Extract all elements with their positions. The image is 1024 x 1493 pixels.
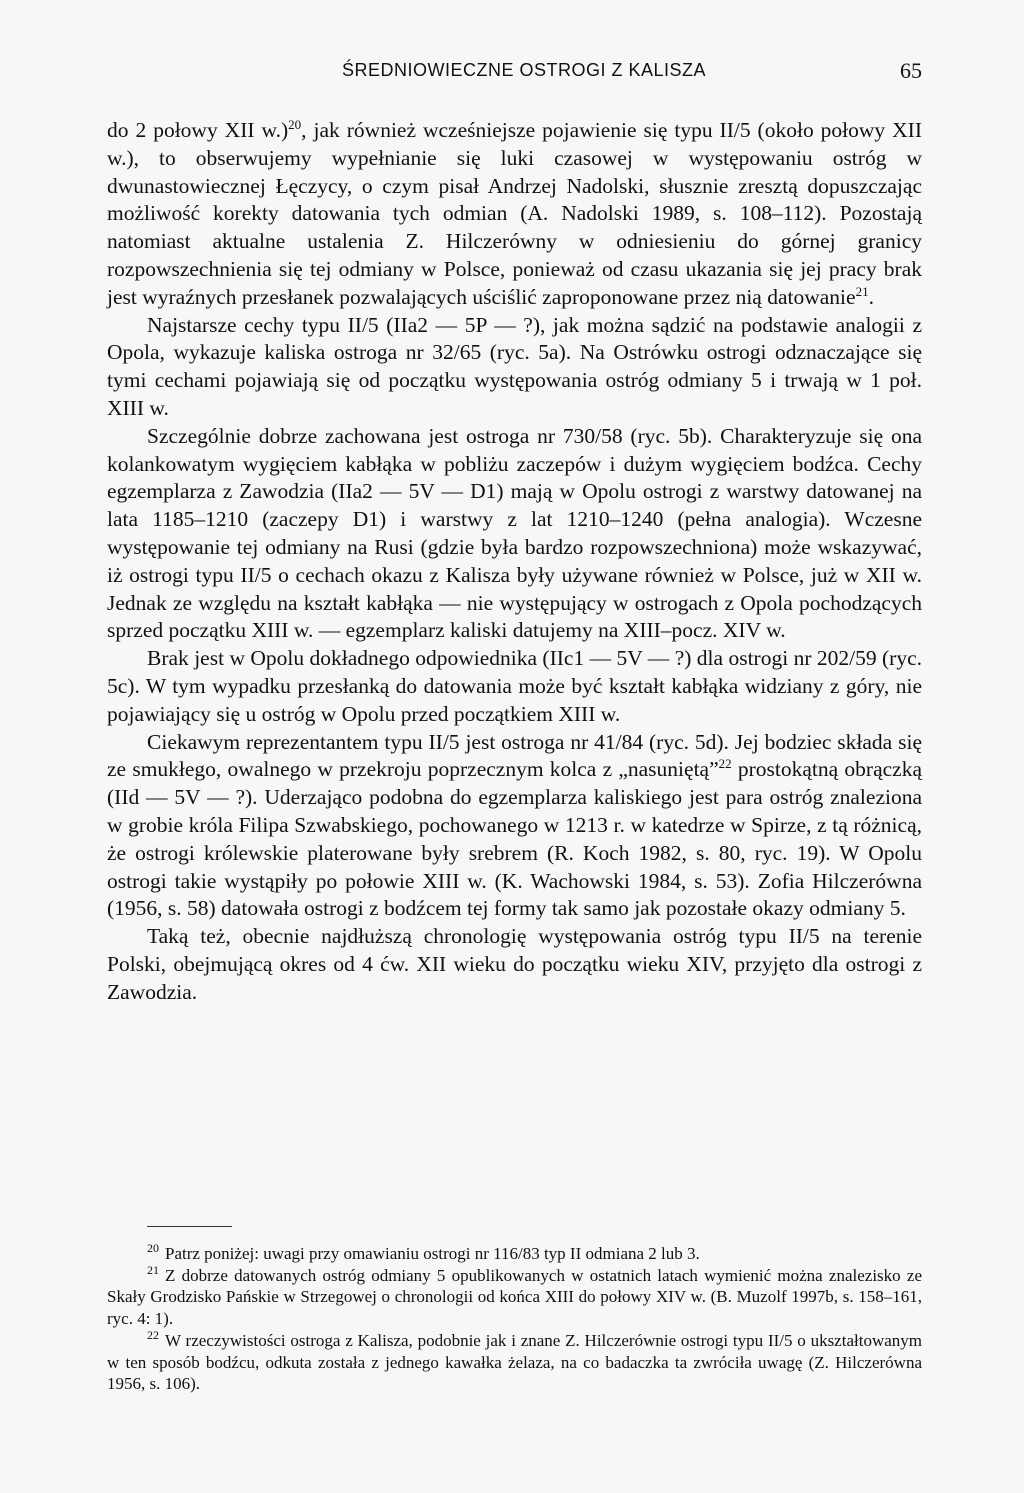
footnote-number: 21 xyxy=(147,1262,159,1277)
page-number: 65 xyxy=(900,58,922,83)
footnote-text: W rzeczywistości ostroga z Kalisza, podobnie jak i znane Z. Hilczerównie ostrogi typu II/5 o ukształtowanym w ten sposób bodźcu, odkuta została z jednego kawałka żelaza, na co badaczka ta zwróciła uwagę (Z. Hilczerówna 1956, s. 106). xyxy=(107,1330,922,1394)
footnote-number: 22 xyxy=(147,1327,159,1342)
paragraph-3: Szczególnie dobrze zachowana jest ostroga nr 730/58 (ryc. 5b). Charakteryzuje się ona kolankowatym wygięciem kabłąka w pobliżu zaczepów i dużym wygięciem bodźca. Cechy egzemplarza z Zawodzia (IIa2 — 5V — D1) mają w Opolu ostrogi z warstwy datowanej na lata 1185–1210 (zaczepy D1) i warstwy z lat 1210–1240 (pełna analogia). Wczesne występowanie tej odmiany na Rusi (gdzie była bardzo rozpowszechniona) może wskazywać, iż ostrogi typu II/5 o cechach okazu z Kalisza były używane również w Polsce, już w XII w. Jednak ze względu na kształt kabłąka — nie występujący w ostrogach z Opola pochodzących sprzed początku XIII w. — egzemplarz kaliski datujemy na XIII–pocz. XIV w. xyxy=(107,423,922,643)
footnote-ref-22: 22 xyxy=(718,756,732,772)
footnote-21 xyxy=(107,1262,922,1330)
paragraph-5-text-b: prostokątną obrączką (IId — 5V — ?). Uderzająco podobna do egzemplarza kaliskiego jest para ostróg znaleziona w grobie króla Filipa Szwabskiego, pochowanego w 1213 r. w katedrze w Spirze, z tą różnicą, że ostrogi królewskie platerowane były srebrem (R. Koch 1982, s. 80, ryc. 19). W Opolu ostrogi takie wystąpiły po połowie XIII w. (K. Wachowski 1984, s. 53). Zofia Hilczerówna (1956, s. 58) datowała ostrogi z bodźcem tej formy tak samo jak pozostałe okazy odmiany 5. xyxy=(107,757,923,921)
paragraph-5-text-a: Ciekawym reprezentantem typu II/5 jest ostroga nr 41/84 (ryc. 5d). Jej bodziec składa się ze smukłego, owalnego w przekroju poprzecznym kolca z „nasuniętą” xyxy=(107,729,922,782)
footnote-separator xyxy=(147,1226,232,1227)
paragraph-1-text-b: , jak również wcześniejsze pojawienie się typu II/5 (około połowy XII w.), to obserwujemy wypełnianie się luki czasowej w występowaniu ostróg w dwunastowiecznej Łęczycy, o czym pisał Andrzej Nadolski, słusznie zresztą dopuszczając możliwość korekty datowania tych odmian (A. Nadolski 1989, s. 108–112). Pozostają natomiast aktualne ustalenia Z. Hilczerówny w odniesieniu do górnej granicy rozpowszechnienia się tej odmiany w Polsce, ponieważ od czasu ukazania się jej pracy brak jest wyraźnych przesłanek pozwalających uściślić zaproponowane przez nią datowanie xyxy=(107,118,922,309)
footnotes xyxy=(107,1243,922,1395)
footnote-text: Patrz poniżej: uwagi przy omawianiu ostrogi nr 116/83 typ II odmiana 2 lub 3. xyxy=(165,1244,700,1263)
running-title: ŚREDNIOWIECZNE OSTROGI Z KALISZA xyxy=(342,60,707,80)
footnote-number: 20 xyxy=(147,1241,159,1255)
paragraph-4: Brak jest w Opolu dokładnego odpowiednika (IIc1 — 5V — ?) dla ostrogi nr 202/59 (ryc. 5c). W tym wypadku przesłanką do datowania może być kształt kabłąka widziany z góry, nie pojawiający się u ostróg w Opolu przed początkiem XIII w. xyxy=(107,646,922,726)
footnote-22 xyxy=(107,1327,922,1395)
footnote-20 xyxy=(107,1243,922,1265)
paragraph-5 xyxy=(107,729,922,924)
footnote-ref-20: 20 xyxy=(288,117,302,132)
main-text xyxy=(107,117,922,1007)
footnote-ref-21: 21 xyxy=(855,283,869,299)
paragraph-1-text-c: . xyxy=(868,284,874,309)
page-header xyxy=(107,60,922,90)
footnote-text: Z dobrze datowanych ostróg odmiany 5 opublikowanych w ostatnich latach wymienić można znalezisko ze Skały Grodzisko Pańskie w Strzegowej o chronologii od końca XIII do połowy XIV w. (B. Muzolf 1997b, s. 158–161, ryc. 4: 1). xyxy=(107,1265,922,1329)
paragraph-1 xyxy=(107,117,922,312)
paragraph-6: Taką też, obecnie najdłuższą chronologię występowania ostróg typu II/5 na terenie Polski, obejmującą okres od 4 ćw. XII wieku do początku wieku XIV, przyjęto dla ostrogi z Zawodzia. xyxy=(107,924,922,1004)
paragraph-2: Najstarsze cechy typu II/5 (IIa2 — 5P — ?), jak można sądzić na podstawie analogii z Opola, wykazuje kaliska ostroga nr 32/65 (ryc. 5a). Na Ostrówku ostrogi odznaczające się tymi cechami pojawiają się od początku występowania ostróg odmiany 5 i trwają w 1 poł. XIII w. xyxy=(107,312,922,420)
paragraph-1-text-a: do 2 połowy XII w.) xyxy=(107,118,289,142)
